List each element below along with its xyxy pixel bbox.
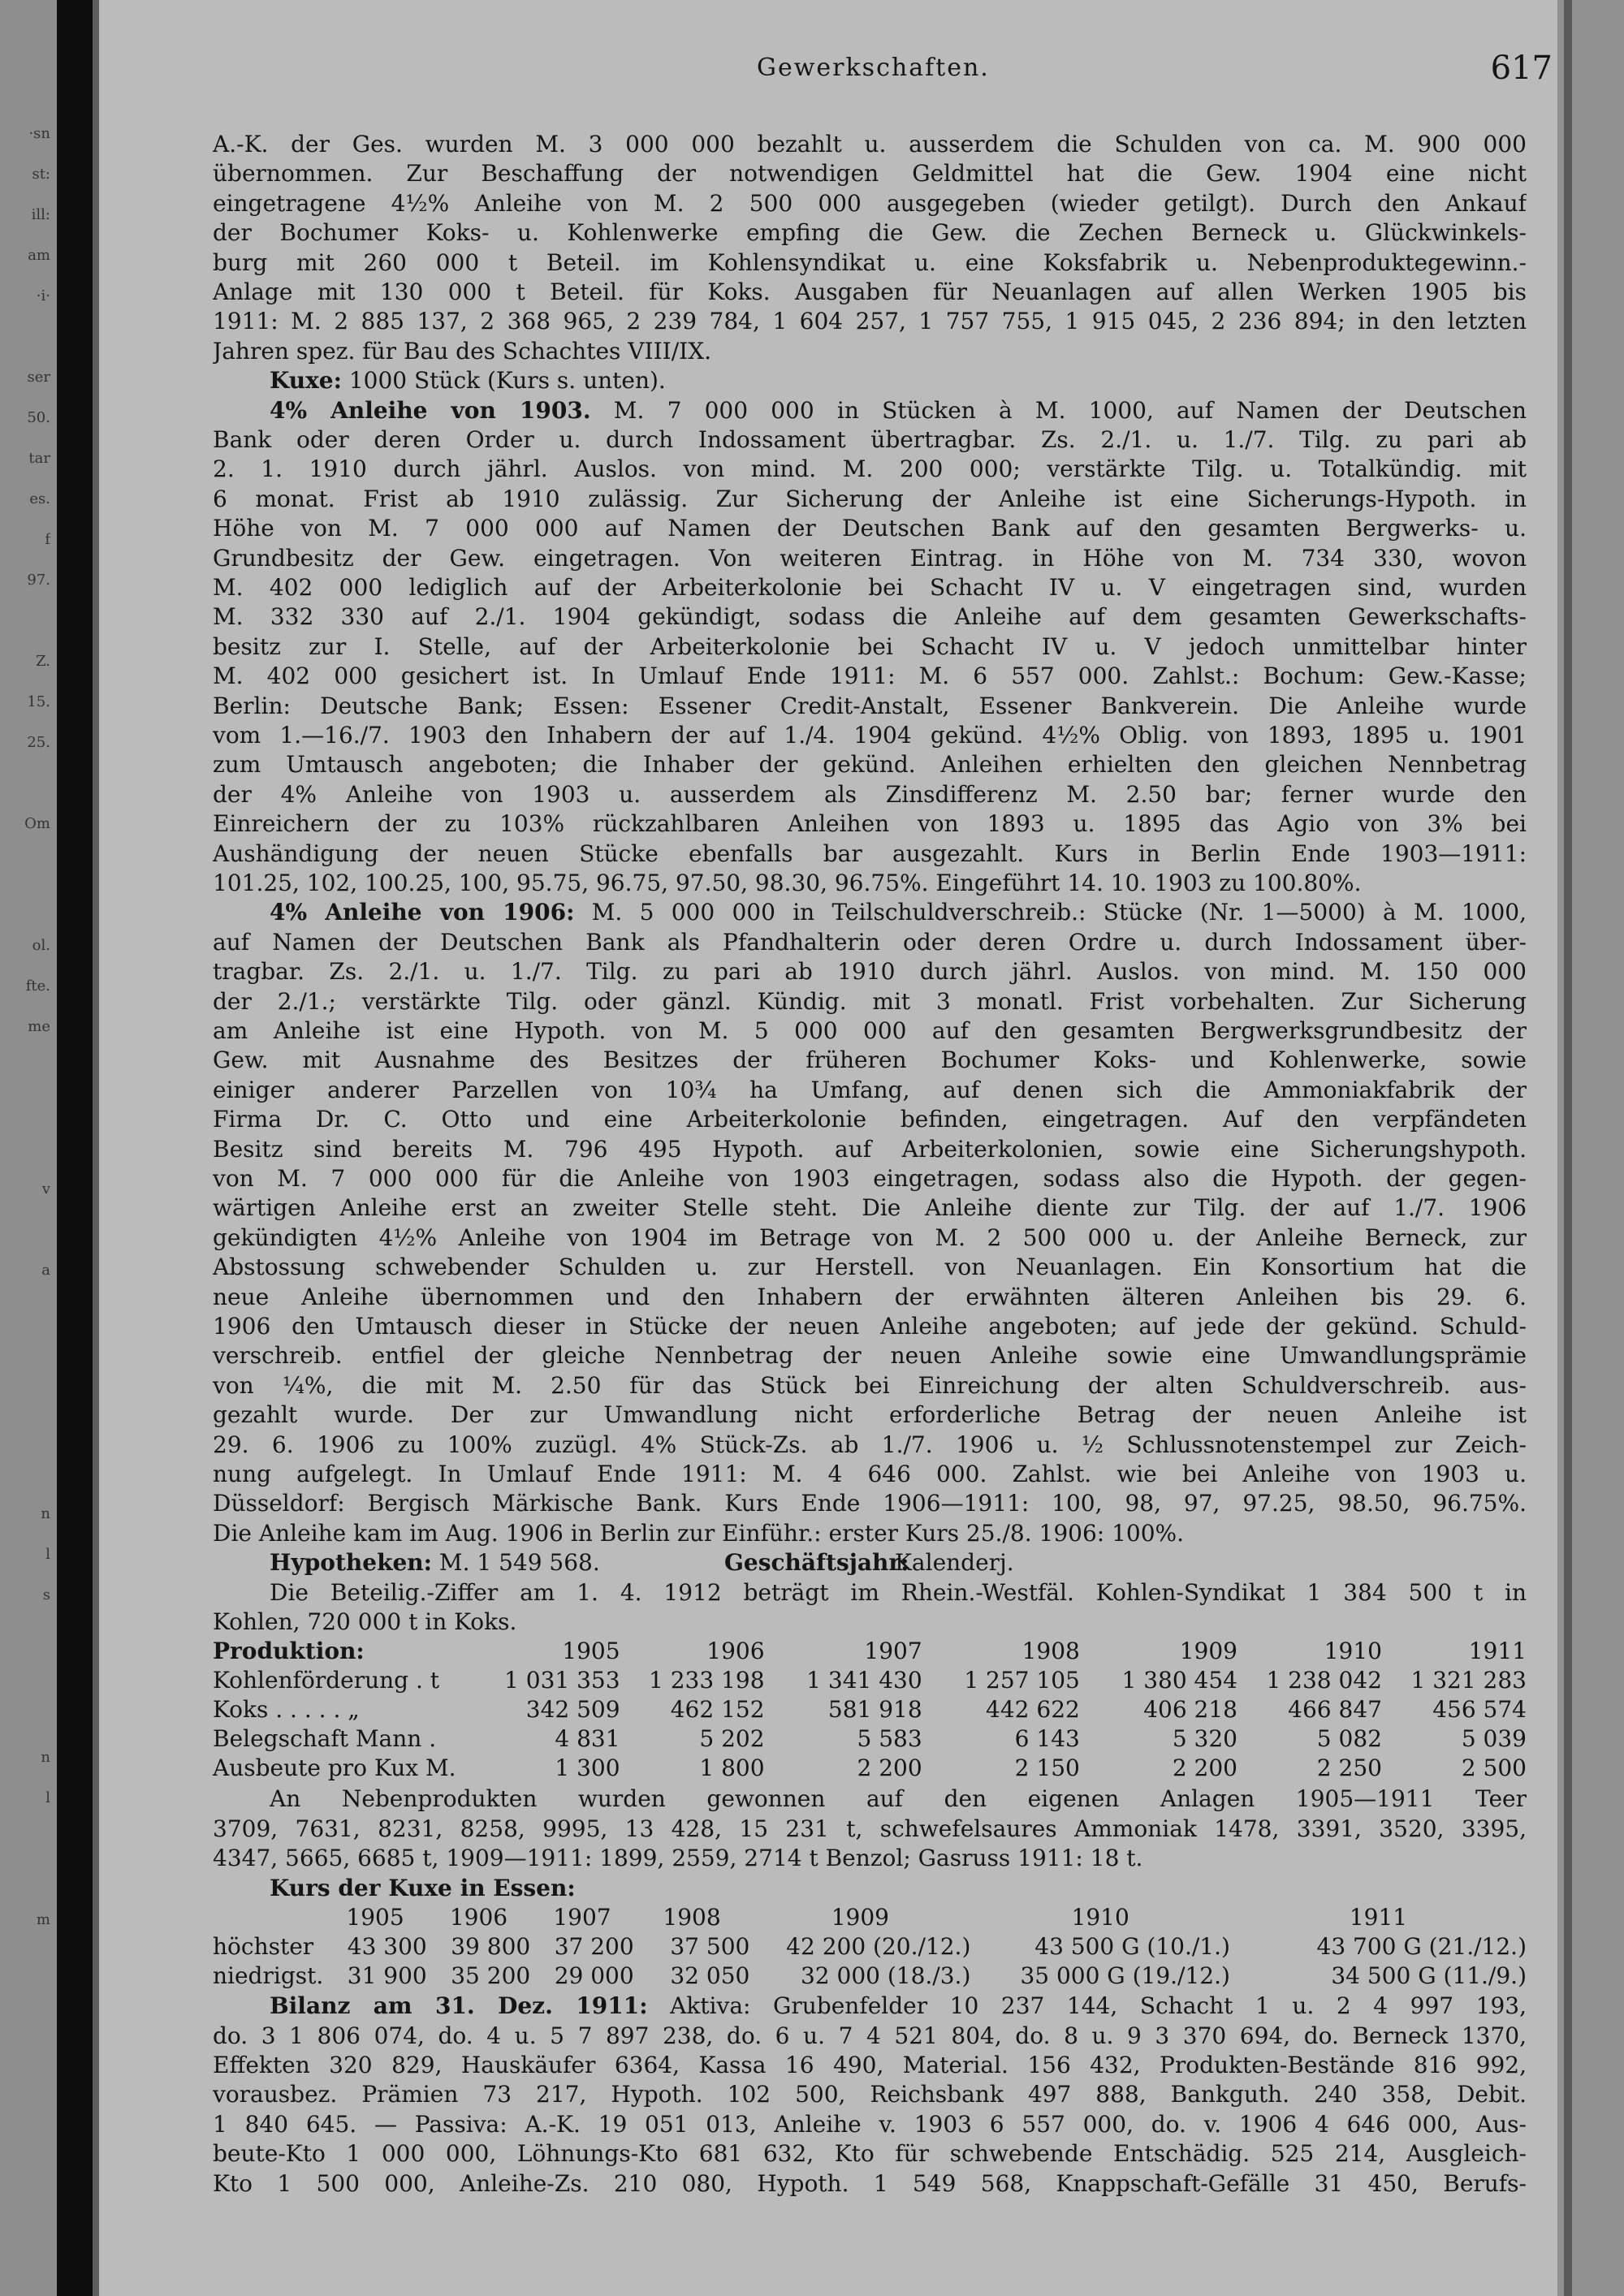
table-cell: 5 082 [1316,1725,1382,1752]
produktion-header-row [213,1637,1527,1666]
margin-fragment: ·i· [36,287,50,304]
table-cell: 1 380 454 [1121,1667,1237,1694]
table-cell: 5 583 [857,1725,922,1752]
text-line: zum Umtausch angeboten; die Inhaber der gekünd. Anleihen erhielten den gleichen Nennbetrag [213,751,1527,778]
blank-cell [213,1903,323,1932]
bilanz-heading-text: Aktiva: Grubenfelder 10 237 144, Schacht 1 u. 2 4 997 193, [647,1992,1527,2019]
table-cell: 442 622 [986,1696,1080,1723]
text-line: Jahren spez. für Bau des Schachtes VIII/IX. [213,338,712,365]
anleihe-1906-heading [270,898,1527,927]
row-label: höchster [213,1933,314,1960]
produktion-table [213,1637,1527,1783]
table-cell: 2 500 [1461,1754,1527,1781]
text-line: der 2./1.; verstärkte Tilg. oder gänzl. Kündig. mit 3 monatl. Frist vorbehalten. Zur Sicherung [213,988,1527,1015]
year-header: 1905 [562,1638,620,1664]
margin-fragment: es. [29,490,50,507]
text-line: nung aufgelegt. In Umlauf Ende 1911: M. 4 646 000. Zahlst. wie bei Anleihe von 1903 u. [213,1461,1527,1487]
beteilig-line-2: Kohlen, 720 000 t in Koks. [213,1608,517,1635]
table-cell: 406 218 [1143,1696,1237,1723]
table-cell: 42 200 (20./12.) [786,1933,971,1960]
anleihe-1903-heading-label: 4% Anleihe von 1903. [270,397,591,424]
text-line: von M. 7 000 000 für die Anleihe von 1903 eingetragen, sodass also die Hypoth. der gegen- [213,1165,1527,1192]
table-cell: 34 500 G (11./9.) [1331,1962,1527,1989]
text-line: Berlin: Deutsche Bank; Essen: Essener Credit-Anstalt, Essener Bankverein. Die Anleihe wurde [213,693,1527,719]
produktion-label: Produktion: [213,1638,365,1664]
text-line: übernommen. Zur Beschaffung der notwendigen Geldmittel hat die Gew. 1904 eine nicht [213,160,1527,187]
table-cell: 32 000 (18./3.) [800,1962,971,1989]
margin-fragment: fte. [25,978,50,995]
produktion-row [213,1666,1527,1695]
year-header: 1911 [1468,1638,1527,1664]
table-cell: 2 200 [1172,1754,1237,1781]
kuxe-line [270,366,1527,395]
text-line: verschreib. entfiel der gleiche Nennbetrag der neuen Anleihe sowie eine Umwandlungsprämie [213,1342,1527,1369]
table-cell: 1 321 283 [1410,1667,1527,1694]
nebenprodukte-line: 4347, 5665, 6685 t, 1909—1911: 1899, 2559, 2714 t Benzol; Gasruss 1911: 18 t. [213,1845,1143,1871]
year-header: 1909 [1179,1638,1237,1664]
table-cell: 43 700 G (21./12.) [1316,1933,1527,1960]
book-page [99,0,1557,2296]
kurs-kuxe-heading: Kurs der Kuxe in Essen: [270,1875,576,1901]
text-line: der Bochumer Koks- u. Kohlenwerke empfing die Gew. die Zechen Berneck u. Glückwinkels- [213,219,1527,246]
beteilig-line-1: Die Beteilig.-Ziffer am 1. 4. 1912 beträgt im Rhein.-Westfäl. Kohlen-Syndikat 1 384 500 t in [270,1579,1527,1606]
margin-fragment: a [41,1262,50,1279]
margin-fragment: f [45,531,50,548]
year-header: 1907 [864,1638,922,1664]
produktion-row [213,1754,1527,1783]
year-header: 1908 [1021,1638,1080,1664]
table-cell: 5 202 [699,1725,765,1752]
text-line: 101.25, 102, 100.25, 100, 95.75, 96.75, 97.50, 98.30, 96.75%. Eingeführt 14. 10. 1903 zu 100.80%. [213,870,1362,896]
row-label: niedrigst. [213,1962,324,1989]
anleihe-1903-heading-text: M. 7 000 000 in Stücken à M. 1000, auf Namen der Deutschen [590,397,1527,424]
table-cell: 5 320 [1172,1725,1237,1752]
text-line: von ¼%, die mit M. 2.50 für das Stück bei Einreichung der alten Schuldverschreib. aus- [213,1372,1527,1399]
text-line: M. 402 000 gesichert ist. In Umlauf Ende 1911: M. 6 557 000. Zahlst.: Bochum: Gew.-Kasse; [213,662,1527,689]
table-cell: 581 918 [827,1696,922,1723]
margin-fragment: n [41,1749,50,1766]
text-line: Aushändigung der neuen Stücke ebenfalls bar ausgezahlt. Kurs in Berlin Ende 1903—1911: [213,840,1527,867]
text-line: am Anleihe ist eine Hypoth. von M. 5 000 000 auf den gesamten Bergwerksgrundbesitz der [213,1017,1527,1044]
spine-edge [93,0,99,2296]
text-line: Die Anleihe kam im Aug. 1906 in Berlin zur Einführ.: erster Kurs 25./8. 1906: 100%. [213,1520,1185,1547]
text-line: Gew. mit Ausnahme des Besitzes der früheren Bochumer Koks- und Kohlenwerke, sowie [213,1047,1527,1073]
text-line: Grundbesitz der Gew. eingetragen. Von weiteren Eintrag. in Höhe von M. 734 330, wovon [213,545,1527,572]
margin-fragment: m [36,1911,50,1928]
margin-fragment: am [28,247,50,264]
year-header: 1906 [449,1904,508,1931]
margin-fragment: me [28,1018,50,1035]
year-header: 1908 [663,1904,721,1931]
year-header: 1910 [1071,1904,1129,1931]
text-line: M. 332 330 auf 2./1. 1904 gekündigt, sodass die Anleihe auf dem gesamten Gewerkschafts- [213,603,1527,630]
text-line: wärtigen Anleihe erst an zweiter Stelle steht. Die Anleihe diente zur Tilg. der auf 1./7. 1906 [213,1194,1527,1221]
margin-fragment: tar [28,450,50,467]
margin-fragment: ser [27,369,50,386]
kuxe-line-text: 1000 Stück (Kurs s. unten). [341,367,666,394]
table-cell: 1 257 105 [964,1667,1080,1694]
bilanz-line: Kto 1 500 000, Anleihe-Zs. 210 080, Hypoth. 1 549 568, Knappschaft-Gefälle 31 450, Berufs- [213,2170,1527,2197]
margin-fragment: ol. [32,937,50,954]
margin-fragment: s [42,1586,50,1603]
year-header: 1905 [346,1904,404,1931]
bilanz-line: Effekten 320 829, Hauskäufer 6364, Kassa 16 490, Material. 156 432, Produkten-Bestände 816 992, [213,2052,1527,2078]
table-cell: 456 574 [1432,1696,1527,1723]
text-line: auf Namen der Deutschen Bank als Pfandhalterin oder deren Ordre u. durch Indossament über- [213,929,1527,956]
margin-fragment: 15. [27,693,50,710]
text-line: neue Anleihe übernommen und den Inhabern der erwähnten älteren Anleihen bis 29. 6. [213,1284,1527,1310]
text-line: gekündigten 4½% Anleihe von 1904 im Betrage von M. 2 500 000 u. der Anleihe Berneck, zur [213,1224,1527,1251]
text-line: 29. 6. 1906 zu 100% zuzügl. 4% Stück-Zs. ab 1./7. 1906 u. ½ Schlussnotenstempel zur Zeich- [213,1431,1527,1458]
row-label: Belegschaft Mann . [213,1725,437,1752]
text-line: vom 1.—16./7. 1903 den Inhabern der auf 1./4. 1904 gekünd. 4½% Oblig. von 1893, 1895 u. 1901 [213,722,1527,749]
bilanz-line: vorausbez. Prämien 73 217, Hypoth. 102 500, Reichsbank 497 888, Bankguth. 240 358, Debit. [213,2081,1527,2108]
text-line: Düsseldorf: Bergisch Märkische Bank. Kurs Ende 1906—1911: 100, 98, 97, 97.25, 98.50, 96.75%. [213,1490,1527,1517]
kurs-header-row [213,1903,1527,1932]
margin-fragment: 25. [27,734,50,751]
margin-fragment: Om [24,815,50,832]
bilanz-heading [270,1992,1527,2021]
row-label: Kohlenförderung . t [213,1667,440,1694]
table-cell: 29 000 [554,1962,634,1989]
text-line: A.-K. der Ges. wurden M. 3 000 000 bezahlt u. ausserdem die Schulden von ca. M. 900 000 [213,131,1527,158]
table-cell: 37 500 [670,1933,750,1960]
text-line: M. 402 000 lediglich auf der Arbeiterkolonie bei Schacht IV u. V eingetragen sind, wurden [213,574,1527,601]
margin-fragment: l [45,1546,50,1563]
geschaeftsjahr-value: Kalenderj. [895,1549,1014,1576]
table-cell: 2 250 [1316,1754,1382,1781]
kurs-kuxe-table [213,1903,1527,1991]
text-line: Abstossung schwebender Schulden u. zur Herstell. von Neuanlagen. Ein Konsortium hat die [213,1254,1527,1280]
table-cell: 43 500 G (10./1.) [1034,1933,1230,1960]
year-header: 1906 [706,1638,765,1664]
margin-fragment: ·sn [28,125,50,142]
table-cell: 2 200 [857,1754,922,1781]
table-cell: 31 900 [347,1962,427,1989]
table-cell: 1 800 [699,1754,765,1781]
kurs-row [213,1962,1527,1991]
margin-fragment: n [41,1505,50,1522]
table-cell: 342 509 [525,1696,620,1723]
text-line: der 4% Anleihe von 1903 u. ausserdem als Zinsdifferenz M. 2.50 bar; ferner wurde den [213,781,1527,808]
anleihe-1906-heading-label: 4% Anleihe von 1906: [270,899,575,926]
margin-fragment: v [41,1180,50,1198]
anleihe-1906-heading-text: M. 5 000 000 in Teilschuldverschreib.: Stücke (Nr. 1—5000) à M. 1000, [574,899,1527,926]
geschaeftsjahr-label: Geschäftsjahr: [724,1549,909,1576]
margin-fragment: Z. [36,653,50,670]
bilanz-line: beute-Kto 1 000 000, Löhnungs-Kto 681 632, Kto für schwebende Entschädig. 525 214, Ausgleich- [213,2140,1527,2167]
table-cell: 1 238 042 [1266,1667,1382,1694]
text-line: Höhe von M. 7 000 000 auf Namen der Deutschen Bank auf den gesamten Bergwerks- u. [213,515,1527,542]
text-line: 2. 1. 1910 durch jährl. Auslos. von mind. M. 200 000; verstärkte Tilg. u. Totalkündig. mit [213,455,1527,482]
row-label: Koks . . . . . „ [213,1696,360,1723]
page-number: 617 [1490,50,1553,87]
text-line: Besitz sind bereits M. 796 495 Hypoth. auf Arbeiterkolonien, sowie eine Sicherungshypoth. [213,1136,1527,1163]
table-cell: 39 800 [451,1933,531,1960]
text-line: einiger anderer Parzellen von 10¾ ha Umfang, auf denen sich die Ammoniakfabrik der [213,1077,1527,1103]
margin-fragment: l [45,1789,50,1806]
margin-fragment: ill: [31,206,50,223]
hypotheken-line [270,1548,1527,1577]
text-line: 6 monat. Frist ab 1910 zulässig. Zur Sicherung der Anleihe ist eine Sicherungs-Hypoth. in [213,486,1527,512]
text-line: 1911: M. 2 885 137, 2 368 965, 2 239 784, 1 604 257, 1 757 755, 1 915 045, 2 236 894; in den letzten [213,308,1527,334]
text-line: tragbar. Zs. 2./1. u. 1./7. Tilg. zu pari ab 1910 durch jährl. Auslos. von mind. M. 150 000 [213,958,1527,985]
year-header: 1907 [553,1904,611,1931]
table-cell: 32 050 [670,1962,750,1989]
kurs-row [213,1932,1527,1962]
text-line: eingetragene 4½% Anleihe von M. 2 500 000 ausgegeben (wieder getilgt). Durch den Ankauf [213,190,1527,217]
year-header: 1910 [1324,1638,1382,1664]
table-cell: 4 831 [555,1725,620,1752]
hypotheken-label: Hypotheken: [270,1549,432,1576]
bilanz-line: 1 840 645. — Passiva: A.-K. 19 051 013, Anleihe v. 1903 6 557 000, do. v. 1906 4 646 000, Aus- [213,2111,1527,2138]
row-label: Ausbeute pro Kux M. [213,1754,456,1781]
table-cell: 1 341 430 [806,1667,922,1694]
nebenprodukte-line: An Nebenprodukten wurden gewonnen auf den eigenen Anlagen 1905—1911 Teer [270,1785,1527,1812]
anleihe-1903-heading [270,396,1527,425]
table-cell: 35 200 [451,1962,531,1989]
table-cell: 1 233 198 [649,1667,765,1694]
kuxe-line-label: Kuxe: [270,367,342,394]
year-header: 1909 [831,1904,889,1931]
text-line: Firma Dr. C. Otto und eine Arbeiterkolonie befinden, eingetragen. Auf den verpfändeten [213,1106,1527,1133]
table-cell: 6 143 [1014,1725,1080,1752]
bilanz-line: do. 3 1 806 074, do. 4 u. 5 7 897 238, do. 6 u. 7 4 521 804, do. 8 u. 9 3 370 694, do. Berneck 1370, [213,2022,1527,2049]
table-cell: 1 300 [555,1754,620,1781]
text-line: gezahlt wurde. Der zur Umwandlung nicht erforderliche Betrag der neuen Anleihe ist [213,1401,1527,1428]
text-line: Anlage mit 130 000 t Beteil. für Koks. Ausgaben für Neuanlagen auf allen Werken 1905 bis [213,278,1527,305]
table-cell: 5 039 [1461,1725,1527,1752]
scan-left-neighbor-page [0,0,57,2296]
bilanz-heading-label: Bilanz am 31. Dez. 1911: [270,1992,648,2019]
table-cell: 462 152 [670,1696,765,1723]
table-cell: 466 847 [1288,1696,1382,1723]
year-header: 1911 [1349,1904,1408,1931]
right-edge-shadow [1564,0,1572,2296]
margin-fragment: 97. [27,572,50,589]
table-cell: 35 000 G (19./12.) [1020,1962,1230,1989]
nebenprodukte-line: 3709, 7631, 8231, 8258, 9995, 13 428, 15 231 t, schwefelsaures Ammoniak 1478, 3391, 3520, 3395, [213,1815,1527,1842]
running-header-title: Gewerkschaften. [757,54,990,82]
text-line: Einreichern der zu 103% rückzahlbaren Anleihen von 1893 u. 1895 das Agio von 3% bei [213,810,1527,837]
book-spine-shadow [57,0,93,2296]
produktion-row [213,1724,1527,1754]
margin-fragment: st: [32,166,50,183]
text-line: Bank oder deren Order u. durch Indossament übertragbar. Zs. 2./1. u. 1./7. Tilg. zu pari ab [213,426,1527,453]
table-cell: 2 150 [1014,1754,1080,1781]
produktion-row [213,1695,1527,1724]
table-cell: 43 300 [347,1933,427,1960]
margin-fragment: 50. [27,409,50,426]
text-line: burg mit 260 000 t Beteil. im Kohlensyndikat u. eine Koksfabrik u. Nebenproduktegewinn.- [213,249,1527,276]
text-line: besitz zur I. Stelle, auf der Arbeiterkolonie bei Schacht IV u. V jedoch unmittelbar hinter [213,633,1527,660]
table-cell: 37 200 [554,1933,634,1960]
table-cell: 1 031 353 [504,1667,620,1694]
text-line: 1906 den Umtausch dieser in Stücke der neuen Anleihe angeboten; auf jede der gekünd. Schuld- [213,1313,1527,1340]
hypotheken-value: M. 1 549 568. [432,1549,600,1576]
